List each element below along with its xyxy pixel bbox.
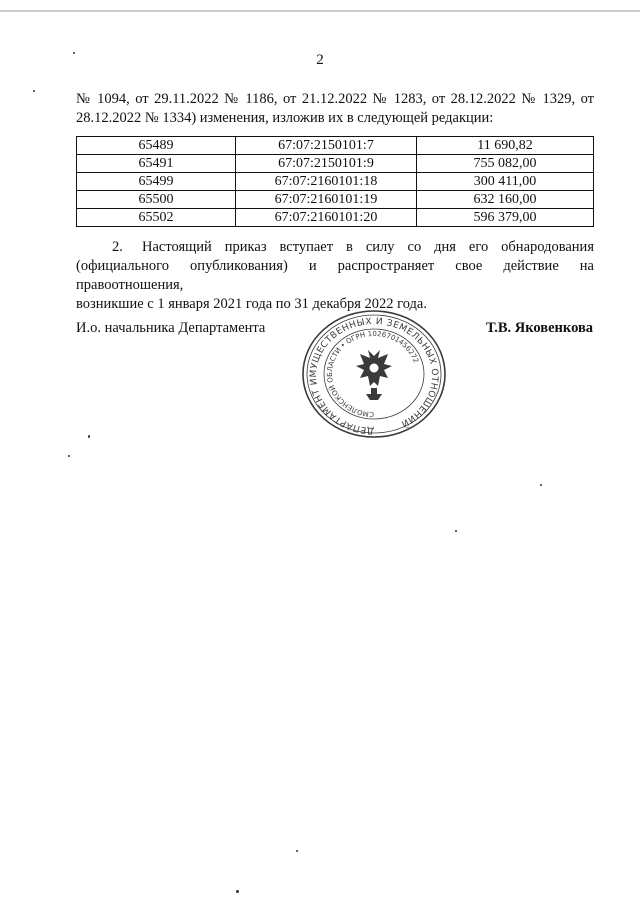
intro-line-1: № 1094, от 29.11.2022 № 1186, от 21.12.2022 № 1283, от 28.12.2022 № 1329, от	[76, 91, 594, 107]
scan-top-edge	[0, 0, 640, 3]
scan-speck	[88, 435, 90, 438]
scan-speck	[455, 530, 457, 532]
official-seal	[300, 308, 448, 440]
cadastral-value: 300 411,00	[417, 173, 594, 191]
signatory-name: Т.В. Яковенкова	[486, 320, 594, 336]
paragraph-line-1: Настоящий приказ вступает в силу со дня его обнародования	[142, 239, 594, 255]
scan-speck	[68, 455, 70, 457]
row-id: 65491	[77, 155, 236, 173]
signatory-position: И.о. начальника Департамента	[76, 320, 266, 336]
row-id: 65499	[77, 173, 236, 191]
cadastral-number: 67:07:2160101:18	[236, 173, 417, 191]
seal-inner-text: СМОЛЕНСКОЙ ОБЛАСТИ • ОГРН 1026701456272	[325, 329, 420, 419]
scan-speck	[73, 52, 75, 54]
cadastral-number: 67:07:2160101:20	[236, 209, 417, 227]
row-id: 65500	[77, 191, 236, 209]
cadastral-number: 67:07:2150101:7	[236, 137, 417, 155]
scan-speck	[296, 850, 298, 852]
table-row	[77, 191, 594, 209]
scan-speck	[236, 890, 239, 893]
scan-speck	[540, 484, 542, 486]
table-row	[77, 209, 594, 227]
cadastral-value: 755 082,00	[417, 155, 594, 173]
paragraph-line-2: (официального опубликования) и распространяет свое действие на правоотношения,	[76, 258, 594, 293]
table-row	[77, 173, 594, 191]
page-number: 2	[316, 52, 324, 68]
row-id: 65489	[77, 137, 236, 155]
cadastral-value: 632 160,00	[417, 191, 594, 209]
row-id: 65502	[77, 209, 236, 227]
cadastral-number: 67:07:2160101:19	[236, 191, 417, 209]
table-body	[77, 137, 594, 227]
paragraph-2	[76, 238, 594, 314]
table-row	[77, 137, 594, 155]
intro-line-2: 28.12.2022 № 1334) изменения, изложив их в следующей редакции:	[76, 110, 494, 126]
cadastral-number: 67:07:2150101:9	[236, 155, 417, 173]
cadastral-value-table	[76, 136, 594, 227]
coat-of-arms-eagle-icon	[356, 350, 392, 400]
cadastral-value: 596 379,00	[417, 209, 594, 227]
scan-speck	[33, 90, 35, 92]
intro-text	[76, 90, 594, 128]
table-row	[77, 155, 594, 173]
seal-outer-text: ДЕПАРТАМЕНТ ИМУЩЕСТВЕННЫХ И ЗЕМЕЛЬНЫХ ОТНОШЕНИЙ	[308, 316, 440, 436]
paragraph-number: 2.	[112, 239, 123, 255]
paragraph-line-3: возникшие с 1 января 2021 года по 31 декабря 2022 года.	[76, 296, 427, 312]
cadastral-value: 11 690,82	[417, 137, 594, 155]
